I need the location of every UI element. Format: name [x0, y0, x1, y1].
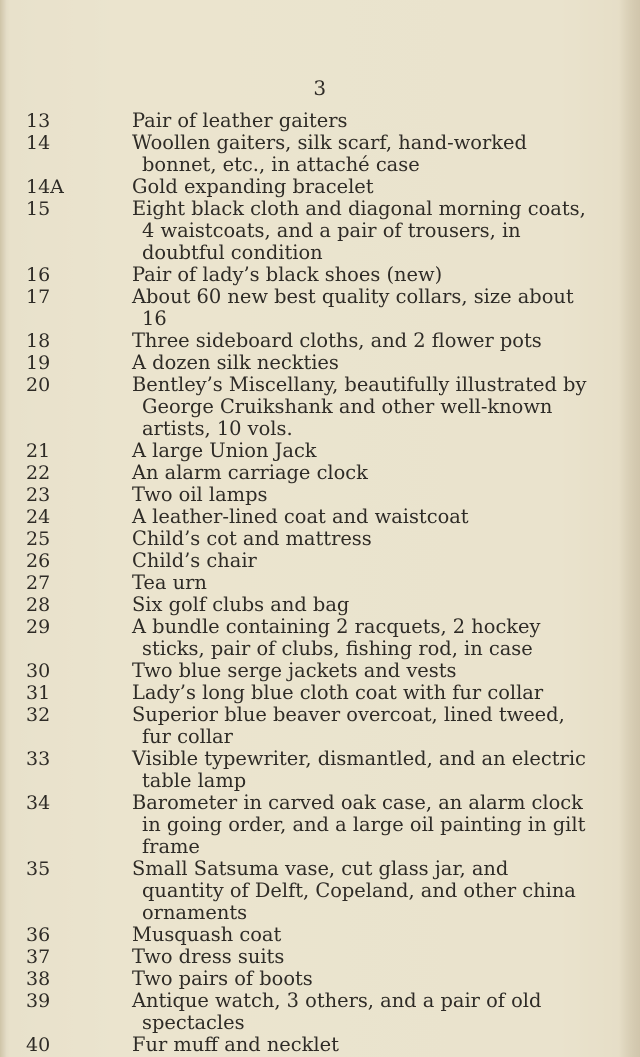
- lot-item: [0, 352, 640, 374]
- lot-item: [0, 330, 640, 352]
- lot-description: Tea urn: [132, 571, 207, 594]
- lot-number: 14: [26, 132, 51, 154]
- lot-number: 23: [26, 484, 51, 506]
- lot-number: 33: [26, 748, 51, 770]
- lot-number: 27: [26, 572, 51, 594]
- lot-description: Antique watch, 3 others, and a pair of old spectacles: [132, 989, 542, 1034]
- lot-item: [0, 990, 640, 1034]
- lot-description: Pair of leather gaiters: [132, 109, 348, 132]
- lot-number: 24: [26, 506, 51, 528]
- lot-description: Two pairs of boots: [132, 967, 313, 990]
- lot-description: Two blue serge jackets and vests: [132, 659, 457, 682]
- lot-item: [0, 286, 640, 330]
- lot-number: 38: [26, 968, 51, 990]
- lot-number: 31: [26, 682, 51, 704]
- lot-item: [0, 748, 640, 792]
- lot-number: 18: [26, 330, 51, 352]
- lot-item: [0, 198, 640, 264]
- lot-description: A bundle containing 2 racquets, 2 hockey sticks, pair of clubs, fishing rod, in case: [132, 615, 541, 660]
- lot-item: [0, 858, 640, 924]
- lot-item: [0, 924, 640, 946]
- lot-number: 15: [26, 198, 51, 220]
- lot-item: [0, 550, 640, 572]
- lot-item: [0, 374, 640, 440]
- lot-number: 32: [26, 704, 51, 726]
- lot-number: 37: [26, 946, 51, 968]
- lot-item: [0, 616, 640, 660]
- lot-item: [0, 1034, 640, 1056]
- lot-number: 36: [26, 924, 51, 946]
- lot-description: Six golf clubs and bag: [132, 593, 350, 616]
- lot-number: 19: [26, 352, 51, 374]
- lot-number: 29: [26, 616, 51, 638]
- lot-description: Three sideboard cloths, and 2 flower pots: [132, 329, 542, 352]
- lot-item: [0, 132, 640, 176]
- lot-description: A large Union Jack: [132, 439, 317, 462]
- lot-item: [0, 462, 640, 484]
- lot-number: 25: [26, 528, 51, 550]
- lot-item: [0, 682, 640, 704]
- lot-description: About 60 new best quality collars, size about 16: [132, 285, 574, 330]
- lot-description: Lady’s long blue cloth coat with fur collar: [132, 681, 544, 704]
- lot-number: 20: [26, 374, 51, 396]
- lot-item: [0, 110, 640, 132]
- lot-list: [0, 110, 640, 1056]
- lot-item: [0, 264, 640, 286]
- lot-item: [0, 968, 640, 990]
- lot-description: Barometer in carved oak case, an alarm clock in going order, and a large oil painting in gilt frame: [132, 791, 586, 858]
- lot-number: 14A: [26, 176, 64, 198]
- lot-description: Small Satsuma vase, cut glass jar, and quantity of Delft, Copeland, and other china ornaments: [132, 857, 576, 924]
- lot-number: 22: [26, 462, 51, 484]
- page-number: 3: [313, 76, 327, 100]
- lot-description: Eight black cloth and diagonal morning coats, 4 waistcoats, and a pair of trousers, in doubtful condition: [132, 197, 586, 264]
- lot-description: Two dress suits: [132, 945, 285, 968]
- lot-number: 26: [26, 550, 51, 572]
- lot-description: Gold expanding bracelet: [132, 175, 374, 198]
- lot-description: An alarm carriage clock: [132, 461, 368, 484]
- lot-item: [0, 704, 640, 748]
- lot-number: 34: [26, 792, 51, 814]
- lot-number: 35: [26, 858, 51, 880]
- lot-number: 28: [26, 594, 51, 616]
- lot-description: Fur muff and necklet: [132, 1033, 339, 1056]
- lot-item: [0, 594, 640, 616]
- lot-number: 39: [26, 990, 51, 1012]
- lot-item: [0, 176, 640, 198]
- lot-description: Visible typewriter, dismantled, and an electric table lamp: [132, 747, 586, 792]
- lot-description: A dozen silk neckties: [132, 351, 339, 374]
- lot-description: Pair of lady’s black shoes (new): [132, 263, 443, 286]
- lot-description: Bentley’s Miscellany, beautifully illustrated by George Cruikshank and other well-known artists, 10 vols.: [132, 373, 587, 440]
- lot-number: 21: [26, 440, 51, 462]
- lot-number: 16: [26, 264, 51, 286]
- lot-number: 30: [26, 660, 51, 682]
- lot-description: Two oil lamps: [132, 483, 268, 506]
- lot-number: 40: [26, 1034, 51, 1056]
- lot-description: Child’s cot and mattress: [132, 527, 372, 550]
- lot-number: 17: [26, 286, 51, 308]
- lot-item: [0, 660, 640, 682]
- lot-description: A leather-lined coat and waistcoat: [132, 505, 469, 528]
- lot-number: 13: [26, 110, 51, 132]
- lot-description: Child’s chair: [132, 549, 257, 572]
- lot-description: Superior blue beaver overcoat, lined tweed, fur collar: [132, 703, 565, 748]
- lot-item: [0, 440, 640, 462]
- lot-item: [0, 506, 640, 528]
- lot-description: Musquash coat: [132, 923, 282, 946]
- lot-description: Woollen gaiters, silk scarf, hand-worked bonnet, etc., in attaché case: [132, 131, 527, 176]
- lot-item: [0, 946, 640, 968]
- lot-item: [0, 792, 640, 858]
- lot-item: [0, 528, 640, 550]
- lot-item: [0, 484, 640, 506]
- lot-item: [0, 572, 640, 594]
